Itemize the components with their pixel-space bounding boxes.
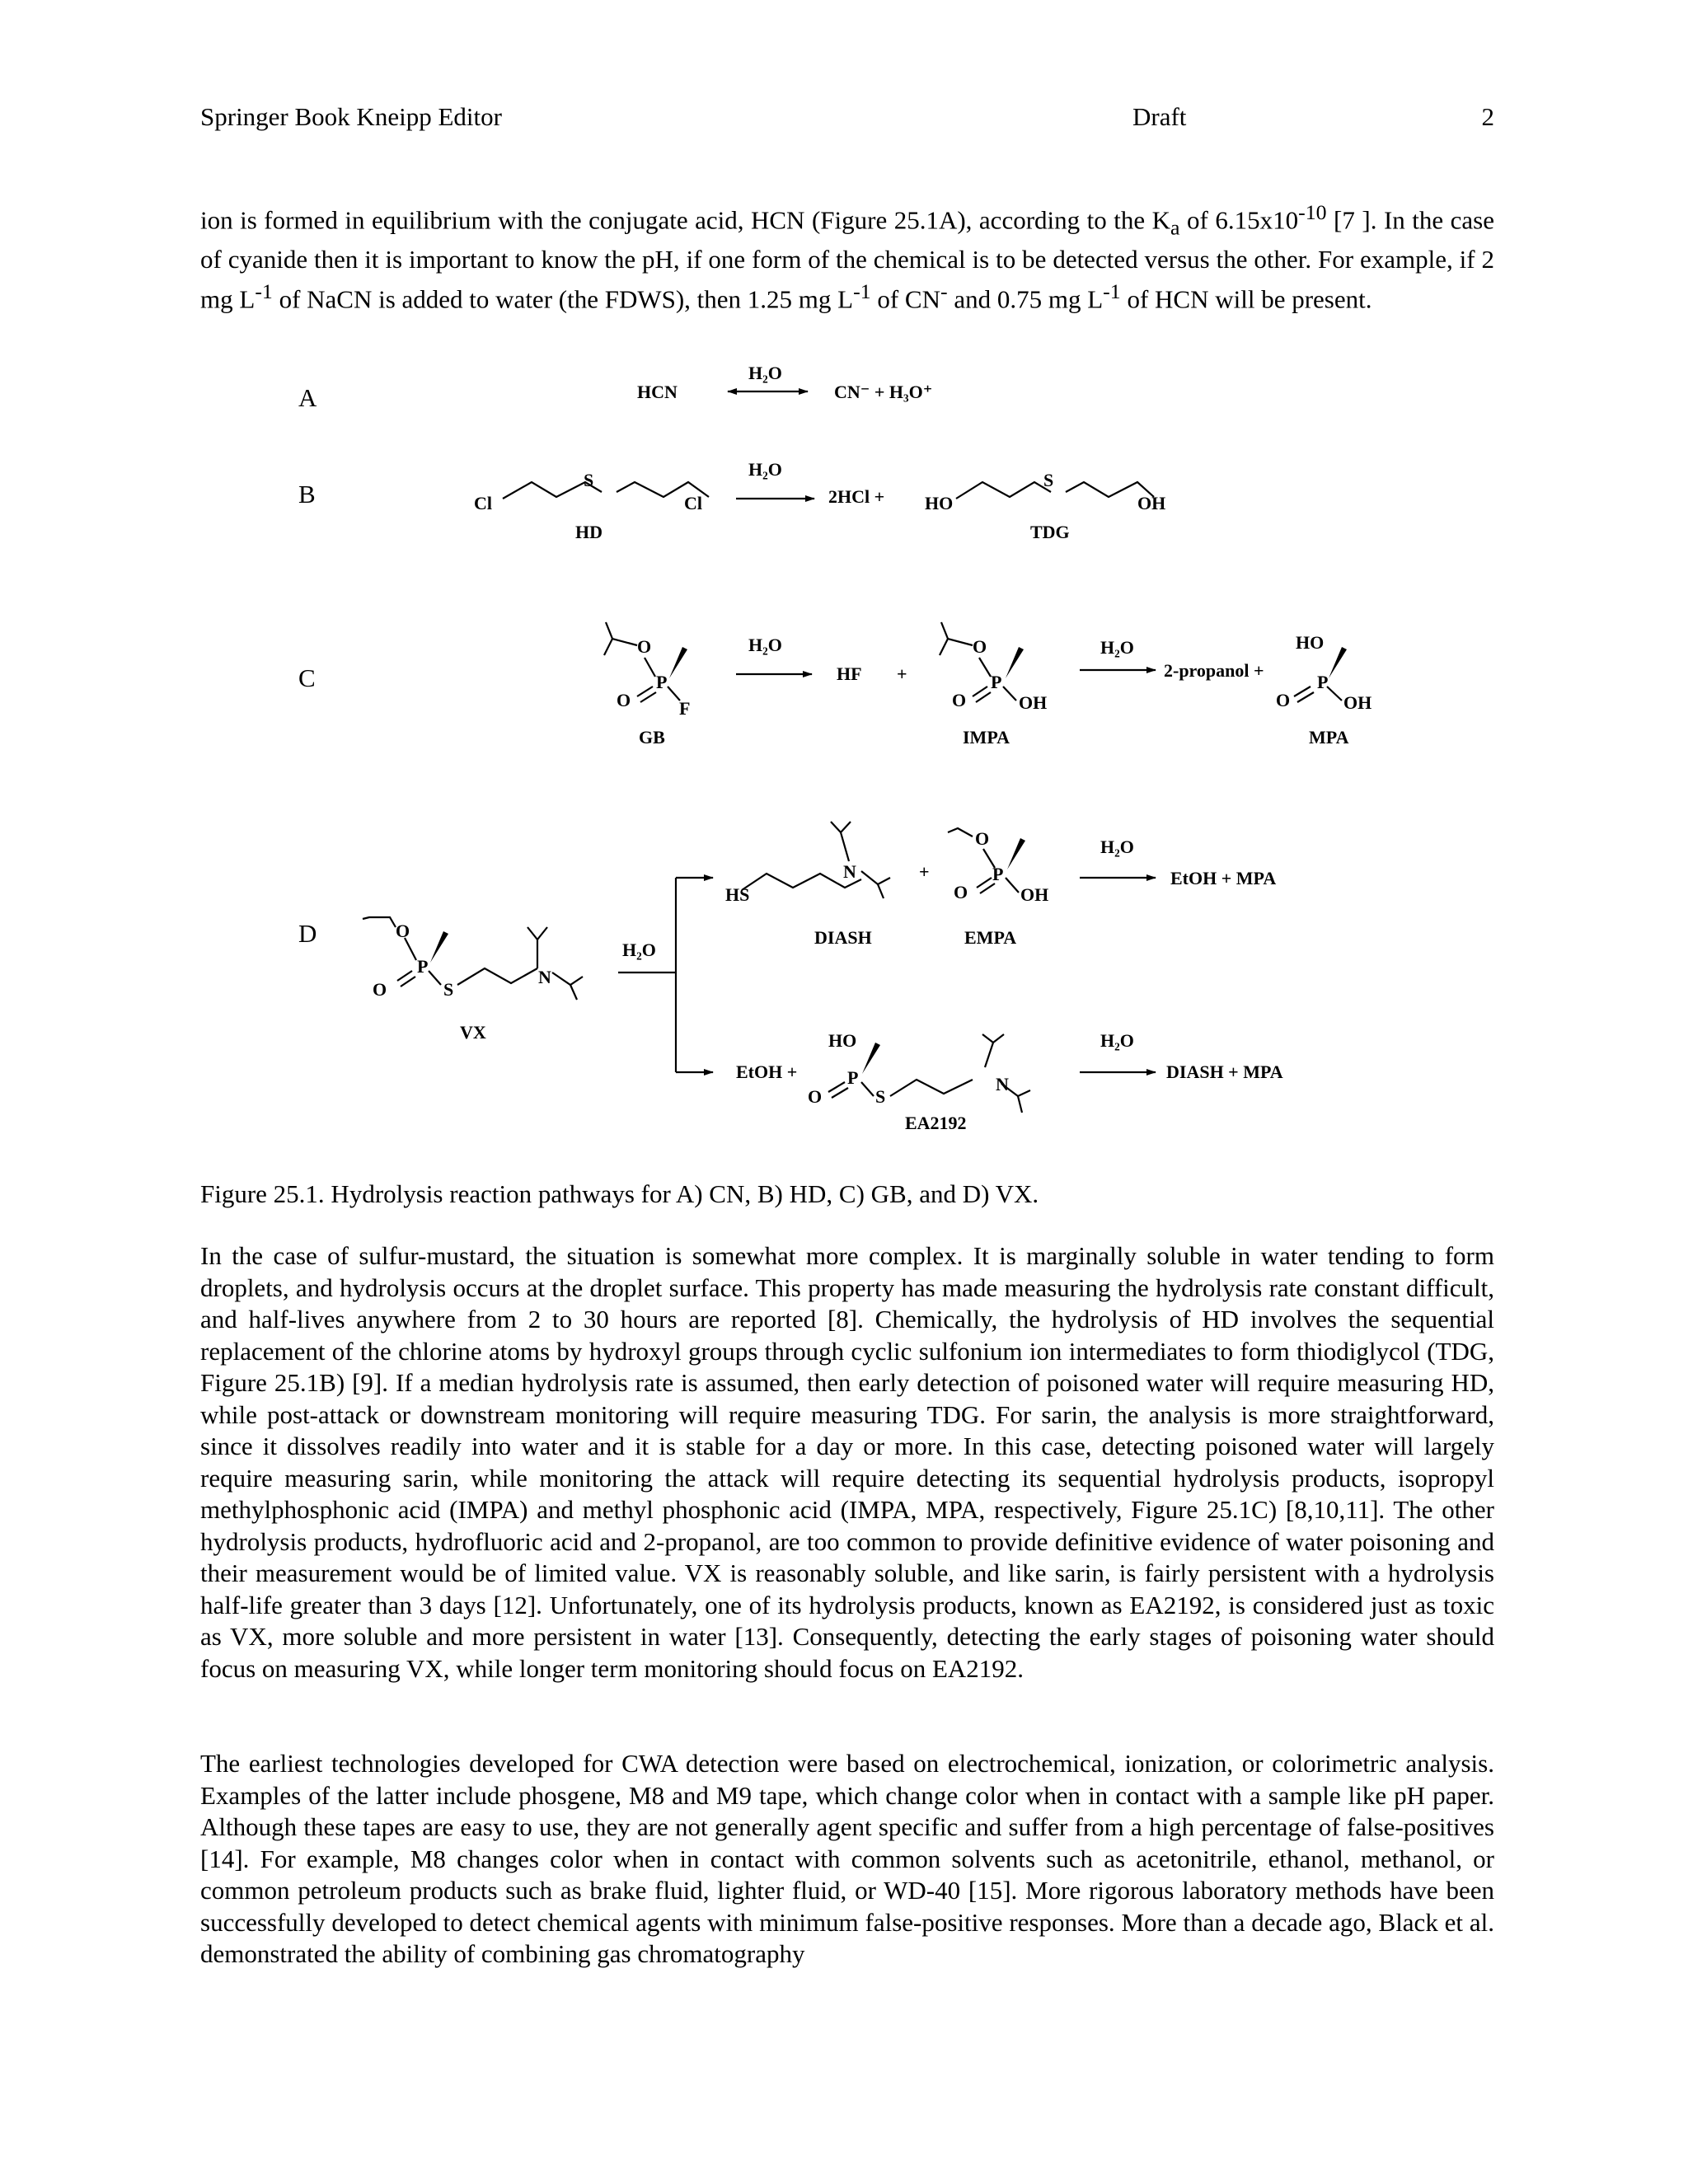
superscript: -1: [1103, 279, 1121, 303]
label-cl-right: Cl: [684, 493, 702, 513]
figure-caption: Figure 25.1. Hydrolysis reaction pathways for A) CN, B) HD, C) GB, and D) VX.: [200, 1179, 1039, 1208]
row-label-d: D: [298, 919, 317, 948]
label-hd: HD: [575, 522, 603, 542]
label-empa: EMPA: [964, 927, 1017, 948]
gb-p-f: [668, 687, 680, 701]
label-o-ea2192: O: [808, 1086, 823, 1107]
label-diash: DIASH: [814, 927, 872, 948]
mpa-wedge-bond: [1329, 647, 1347, 678]
label-hf: HF: [837, 663, 862, 684]
gb-isopropyl: [604, 639, 637, 655]
label-water-c1: H₂O: [748, 635, 782, 655]
label-hcn: HCN: [637, 382, 678, 402]
text-run: of 6.15x10: [1179, 205, 1299, 235]
label-o2-vx: O: [373, 979, 387, 1000]
label-ea2192: EA2192: [905, 1113, 967, 1133]
vx-o-p: [405, 938, 416, 960]
label-o-empa: O: [975, 828, 990, 849]
label-ho-ea2192: HO: [828, 1030, 857, 1051]
label-s-ea2192: S: [875, 1086, 886, 1107]
text-run: of HCN will be present.: [1120, 284, 1372, 313]
subscript: a: [1170, 215, 1180, 240]
label-p-gb: P: [656, 672, 668, 692]
ea2192-n-up: [985, 1043, 993, 1067]
label-o2-empa: O: [954, 882, 968, 902]
paragraph-detection-technologies: The earliest technologies developed for CWA detection were based on electrochemical, ionization, or colorimetric analysis. Examples of the latter include phosgene, M8 and M9 tape, which change color when in contact with a sample like pH paper. Although these tapes are easy to use, they are not generally agent specific and suffer from a high percentage of false-positives [14]. For example, M8 changes color when in contact with common solvents such as acetonitrile, ethanol, methanol, or common petroleum products such as brake fluid, lighter fluid, or WD-40 [15]. More rigorous laboratory methods have been successfully developed to detect chemical agents with minimum false-positive responses. More than a decade ago, Black et al. demonstrated the ability of combining gas chromatography: [200, 1749, 1494, 1968]
label-p-empa: P: [992, 864, 1004, 884]
superscript: -: [940, 279, 948, 303]
impa-isopropyl-2: [941, 622, 948, 639]
label-n-vx: N: [538, 967, 551, 987]
label-oh-mpa: OH: [1343, 692, 1372, 713]
label-plus-d: +: [919, 861, 930, 882]
label-oh-empa: OH: [1020, 884, 1049, 905]
label-water-d2: H₂O: [1100, 1030, 1134, 1051]
label-hs: HS: [725, 884, 750, 905]
label-water-b: H₂O: [748, 459, 782, 480]
mpa-p-oh: [1327, 687, 1342, 701]
reaction-scheme-svg: [280, 350, 1401, 1174]
vx-ethyl: [363, 917, 396, 927]
diash-isopropyl-right: [861, 871, 890, 884]
label-diash-mpa: DIASH + MPA: [1166, 1062, 1283, 1082]
label-p-vx: P: [417, 956, 429, 977]
impa-p-oh: [1003, 687, 1016, 701]
text-run: of NaCN is added to water (the FDWS), then 1.25 mg L: [272, 284, 854, 313]
label-water-a: H₂O: [748, 363, 782, 383]
row-label-c: C: [298, 663, 316, 692]
diash-n-up: [841, 832, 849, 861]
label-ho-mpa: HO: [1296, 632, 1325, 653]
label-o-gb: O: [637, 636, 652, 657]
vx-chain: [457, 968, 537, 985]
gb-isopropyl-2: [606, 622, 612, 639]
paragraph-intro: [200, 197, 1494, 315]
label-p-ea2192: P: [847, 1067, 859, 1088]
text-run: and 0.75 mg L: [947, 284, 1104, 313]
impa-wedge-bond: [1006, 647, 1024, 678]
empa-wedge-bond: [1007, 838, 1025, 869]
label-plus-c: +: [897, 663, 907, 684]
label-tdg: TDG: [1030, 522, 1070, 542]
vx-wedge-bond: [430, 931, 448, 963]
ea2192-p-s: [861, 1082, 874, 1096]
page-header: [200, 99, 1494, 135]
vx-isopropyl-right: [552, 972, 583, 985]
label-etoh: EtOH +: [736, 1062, 798, 1082]
label-o-vx: O: [396, 921, 410, 941]
header-book-title: Springer Book Kneipp Editor: [200, 102, 502, 131]
reaction-scheme-figure: [280, 350, 1401, 1174]
label-water-d1: H₂O: [1100, 837, 1134, 857]
label-gb: GB: [639, 727, 665, 748]
label-p-impa: P: [991, 672, 1002, 692]
label-oh-impa: OH: [1019, 692, 1048, 713]
superscript: -1: [255, 279, 273, 303]
label-vx: VX: [460, 1022, 486, 1043]
label-f: F: [679, 698, 691, 719]
label-n-diash: N: [843, 861, 856, 882]
row-label-b: B: [298, 480, 316, 509]
vx-isopropyl-up: [528, 927, 547, 940]
ea2192-wedge-bond: [862, 1043, 880, 1074]
label-o-mpa: O: [1276, 690, 1291, 710]
superscript: -1: [853, 279, 871, 303]
label-n-ea2192: N: [996, 1074, 1009, 1094]
label-o2-impa: O: [952, 690, 967, 710]
impa-isopropyl: [940, 639, 973, 655]
label-2-propanol: 2-propanol +: [1164, 660, 1264, 681]
label-s-vx: S: [443, 979, 454, 1000]
ea2192-isopropyl-up: [982, 1034, 1004, 1043]
empa-p-oh: [1006, 878, 1019, 893]
vx-isopropyl-right-2: [570, 985, 577, 1000]
label-impa: IMPA: [963, 727, 1010, 748]
page-number: 2: [1481, 102, 1494, 131]
label-ho-tdg: HO: [925, 493, 954, 513]
vx-p-s: [429, 971, 441, 985]
label-water-d: H₂O: [622, 940, 656, 960]
impa-o-p: [979, 658, 991, 677]
ea2192-isopropyl-right-2: [1018, 1096, 1022, 1113]
empa-ethyl: [948, 828, 973, 837]
row-label-a: A: [298, 383, 317, 412]
label-water-c2: H₂O: [1100, 637, 1134, 658]
label-p-mpa: P: [1317, 672, 1329, 692]
paragraph-sulfur-mustard: In the case of sulfur-mustard, the situation is somewhat more complex. It is marginally soluble in water tending to form droplets, and hydrolysis occurs at the droplet surface. This property has made measuring the hydrolysis rate constant difficult, and half-lives anywhere from 2 to 30 hours are reported [8]. Chemically, the hydrolysis of HD involves the sequential replacement of the chlorine atoms by hydroxyl groups through cyclic sulfonium ion intermediates to form thiodiglycol (TDG, Figure 25.1B) [9]. If a median hydrolysis rate is assumed, then early detection of poisoned water will require measuring HD, while post-attack or downstream monitoring will require measuring TDG. For sarin, the analysis is more straightforward, since it dissolves readily into water and it is stable for a day or more. In this case, detecting poisoned water will largely require measuring sarin, while monitoring the attack will require detecting its sequential hydrolysis products, isopropyl methylphosphonic acid (IMPA) and methyl phosphonic acid (IMPA, MPA, respectively, Figure 25.1C) [8,10,11]. The other hydrolysis products, hydrofluoric acid and 2-propanol, are too common to provide definitive evidence of water poisoning and their measurement would be of limited value. VX is reasonably soluble, and like sarin, is fairly persistent with a hydrolysis half-life greater than 3 days [12]. Unfortunately, one of its hydrolysis products, known as EA2192, is considered just as toxic as VX, more soluble and more persistent in water [13]. Consequently, detecting the early stages of poisoning water should focus on measuring VX, while longer term monitoring should focus on EA2192.: [200, 1241, 1494, 1683]
text-run: [7 ]. In the case of cyanide then it is important to know the pH, if one form of the chemical is to be detected versus the other. For example, if 2 mg L: [200, 205, 1494, 313]
label-s-tdg: S: [1043, 470, 1054, 490]
gb-o-p: [645, 658, 655, 677]
ea2192-chain: [890, 1080, 973, 1096]
label-cl-left: Cl: [474, 493, 492, 513]
label-2hcl: 2HCl +: [828, 486, 885, 507]
text-run: of CN: [870, 284, 940, 313]
diash-isopropyl-right-2: [878, 884, 884, 898]
tdg-chain: [956, 482, 1051, 499]
gb-wedge-bond: [669, 647, 687, 678]
label-oh-tdg: OH: [1137, 493, 1166, 513]
label-mpa: MPA: [1309, 727, 1349, 748]
label-o2-gb: O: [617, 690, 631, 710]
superscript: -10: [1298, 200, 1327, 224]
label-cn-products: CN⁻ + H₃O⁺: [834, 382, 933, 402]
header-draft-label: Draft: [1132, 102, 1187, 131]
text-run: ion is formed in equilibrium with the conjugate acid, HCN (Figure 25.1A), according to the K: [200, 205, 1171, 235]
label-s-hd: S: [584, 470, 594, 490]
label-o-impa: O: [973, 636, 987, 657]
label-etoh-mpa: EtOH + MPA: [1170, 868, 1277, 888]
diash-isopropyl-up: [831, 822, 851, 832]
